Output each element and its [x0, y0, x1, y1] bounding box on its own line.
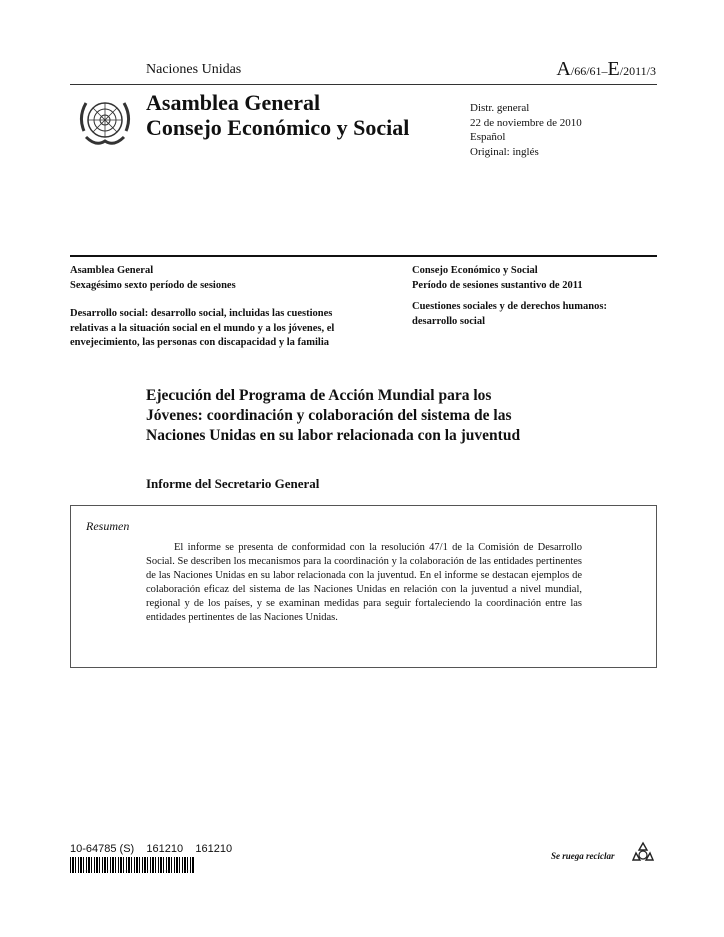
organization-name: Naciones Unidas — [146, 62, 242, 77]
section-divider — [70, 255, 657, 257]
symbol-e: /2011/3 — [619, 64, 656, 78]
distribution-block — [470, 101, 582, 159]
document-symbol — [556, 58, 656, 81]
general-assembly-title: Asamblea General — [146, 90, 321, 115]
left-session: Sexagésimo sexto período de sesiones — [70, 279, 236, 291]
left-body: Asamblea General — [70, 265, 154, 276]
right-session: Período de sesiones sustantivo de 2011 — [412, 279, 583, 291]
right-agenda-item: Cuestiones sociales y de derechos humanos: desarrollo social — [412, 301, 607, 327]
recycle-notice: Se ruega reciclar — [551, 851, 615, 861]
report-subtitle: Informe del Secretario General — [146, 476, 320, 491]
un-emblem-icon — [74, 91, 136, 153]
ecosoc-title: Consejo Económico y Social — [146, 115, 410, 140]
right-body: Consejo Económico y Social — [412, 265, 538, 276]
language: Español — [470, 131, 506, 143]
issue-date: 22 de noviembre de 2010 — [470, 116, 582, 129]
document-number: 10-64785 (S) 161210 161210 — [70, 843, 233, 855]
summary-text: El informe se presenta de conformidad con la resolución 47/1 de la Comisión de Desarrollo Social. Se describen los mecanismos para la coordinación y la colaboración de las entidades pertinentes de las Naciones Unidas en su labor relacionada con la juventud. En el informe se destacan ejemplos de colaboración eficaz del sistema de las Naciones Unidas en relación con la juventud a nivel mundial, regional y de los países, y se examinan medidas para seguir fortaleciendo la coordinación entre las entidades pertinentes de las Naciones Unidas. — [146, 542, 582, 623]
distribution: Distr. general — [470, 102, 530, 114]
symbol-a: /66/61– — [570, 64, 608, 78]
left-column-header — [70, 264, 236, 293]
organ-names — [146, 90, 409, 140]
right-column-header — [412, 264, 583, 293]
barcode-icon — [70, 857, 194, 873]
symbol-prefix-a: A — [556, 58, 571, 80]
left-agenda-item: Desarrollo social: desarrollo social, incluidas las cuestiones relativas a la situación social en el mundo y a los jóvenes, el envejecimiento, las personas con discapacidad y la familia — [70, 308, 335, 348]
header-divider — [70, 84, 657, 85]
summary-heading: Resumen — [86, 519, 130, 533]
recycle-icon — [632, 841, 654, 863]
original-language: Original: inglés — [470, 145, 539, 158]
report-title: Ejecución del Programa de Acción Mundial para los Jóvenes: coordinación y colaboración del sistema de las Naciones Unidas en su labor relacionada con la juventud — [146, 387, 521, 444]
symbol-prefix-e: E — [607, 58, 620, 80]
